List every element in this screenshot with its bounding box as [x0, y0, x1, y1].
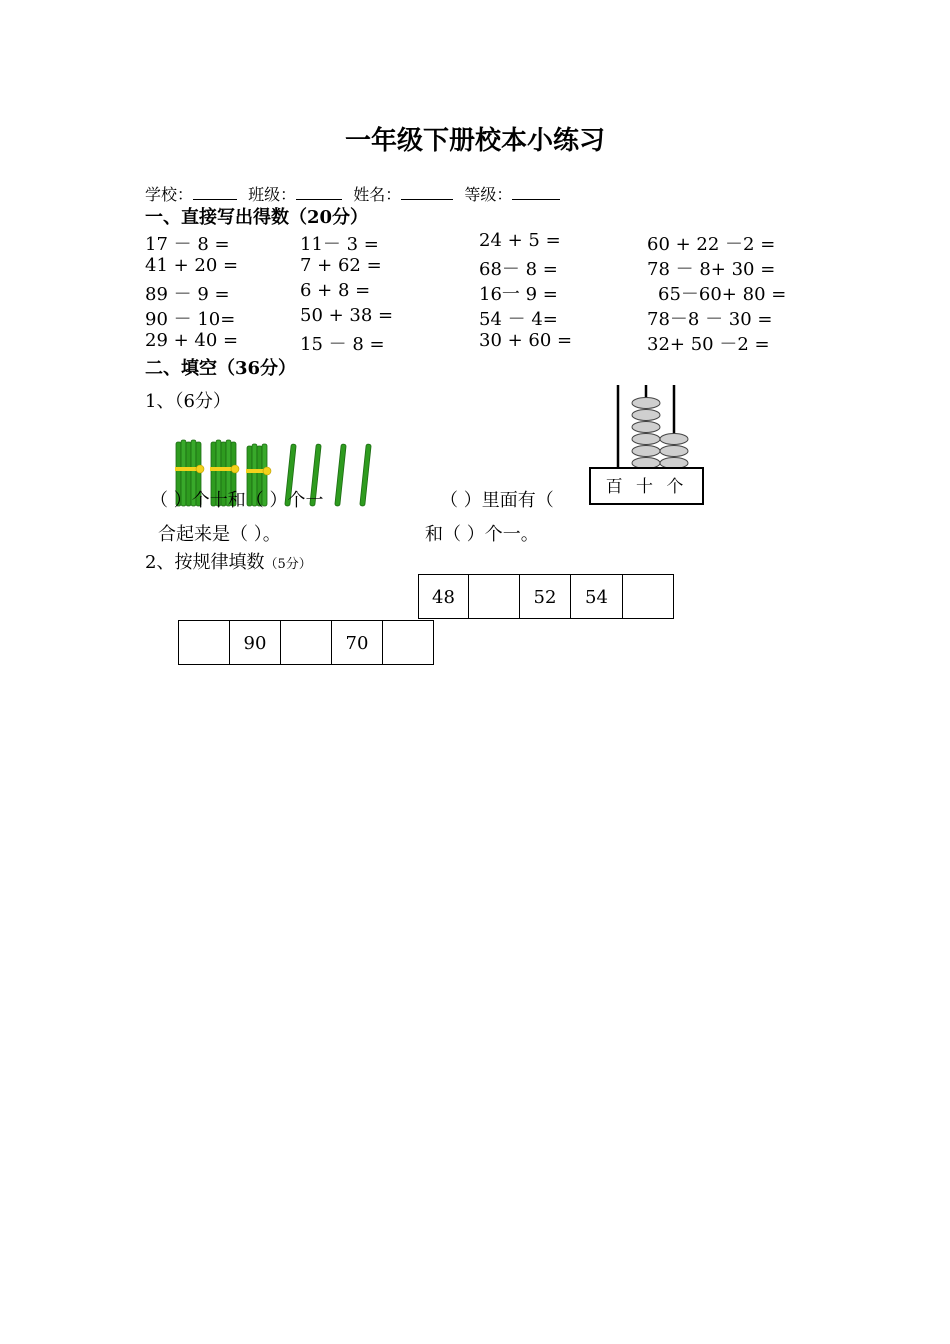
q1-line-b: 合起来是（ ）。: [158, 524, 281, 545]
sequence-cell: 54: [570, 574, 623, 619]
worksheet-title: 一年级下册校本小练习: [344, 126, 605, 156]
problem: 60 + 22 －2 =: [647, 234, 776, 255]
problem: 32+ 50 －2 =: [647, 334, 770, 355]
sequence-cell: 70: [331, 620, 383, 665]
sequence-blank-cell[interactable]: [468, 574, 520, 619]
problem: 7 + 62 =: [300, 255, 382, 276]
problem: 30 + 60 =: [479, 330, 573, 351]
section1-heading: 一、直接写出得数（20分）: [145, 207, 369, 228]
q2-points: （5分）: [264, 557, 312, 572]
problem: 78 － 8+ 30 =: [647, 259, 776, 280]
tens-beads-icon: [632, 398, 660, 469]
sequence-cell: 90: [229, 620, 281, 665]
class-blank[interactable]: [296, 183, 342, 200]
abacus-place-value-labels: 百 十 个: [589, 467, 704, 505]
problem: 15 － 8 =: [300, 334, 385, 355]
problem: 17 － 8 =: [145, 234, 230, 255]
problem: 54 － 4=: [479, 309, 558, 330]
sequence-blank-cell[interactable]: [280, 620, 332, 665]
abacus-icon: [600, 382, 700, 472]
problem: 41 + 20 =: [145, 255, 239, 276]
grade-label: 等级：: [464, 185, 513, 204]
ones-beads-icon: [660, 434, 688, 469]
section2-heading: 二、填空（36分）: [145, 358, 297, 379]
q1-line-a: （ ）个十和（ ）个一: [150, 490, 324, 511]
student-info-line: [145, 182, 566, 205]
problem: 89 － 9 =: [145, 284, 230, 305]
problem: 90 － 10=: [145, 309, 236, 330]
problem: 29 + 40 =: [145, 330, 239, 351]
problem: 50 + 38 =: [300, 305, 394, 326]
grade-blank[interactable]: [512, 183, 560, 200]
q2-label-text: 2、按规律填数: [145, 552, 265, 573]
q2-label: [145, 548, 312, 574]
problem: 24 + 5 =: [479, 230, 561, 251]
sequence-blank-cell[interactable]: [622, 574, 674, 619]
problem: 68－ 8 =: [479, 259, 558, 280]
problem: 16一 9 =: [479, 284, 558, 305]
q1-line-d: 和（ ）个一。: [425, 524, 539, 545]
problem: 65－60+ 80 =: [658, 284, 787, 305]
sequence-cell: 52: [519, 574, 571, 619]
class-label: 班级：: [248, 185, 297, 204]
problem: 78－8 － 30 =: [647, 309, 773, 330]
sequence-blank-cell[interactable]: [382, 620, 434, 665]
single-stick-icon: [335, 444, 346, 506]
name-blank[interactable]: [401, 183, 453, 200]
school-label: 学校：: [145, 185, 194, 204]
problem: 6 + 8 =: [300, 280, 371, 301]
sequence-cell: 48: [418, 574, 469, 619]
school-blank[interactable]: [193, 183, 237, 200]
sequence-blank-cell[interactable]: [178, 620, 230, 665]
single-stick-icon: [360, 444, 371, 506]
q1-label: 1、（6分）: [145, 391, 231, 412]
name-label: 姓名：: [353, 185, 402, 204]
problem: 11－ 3 =: [300, 234, 379, 255]
q1-line-c: （ ）里面有（: [440, 490, 554, 511]
